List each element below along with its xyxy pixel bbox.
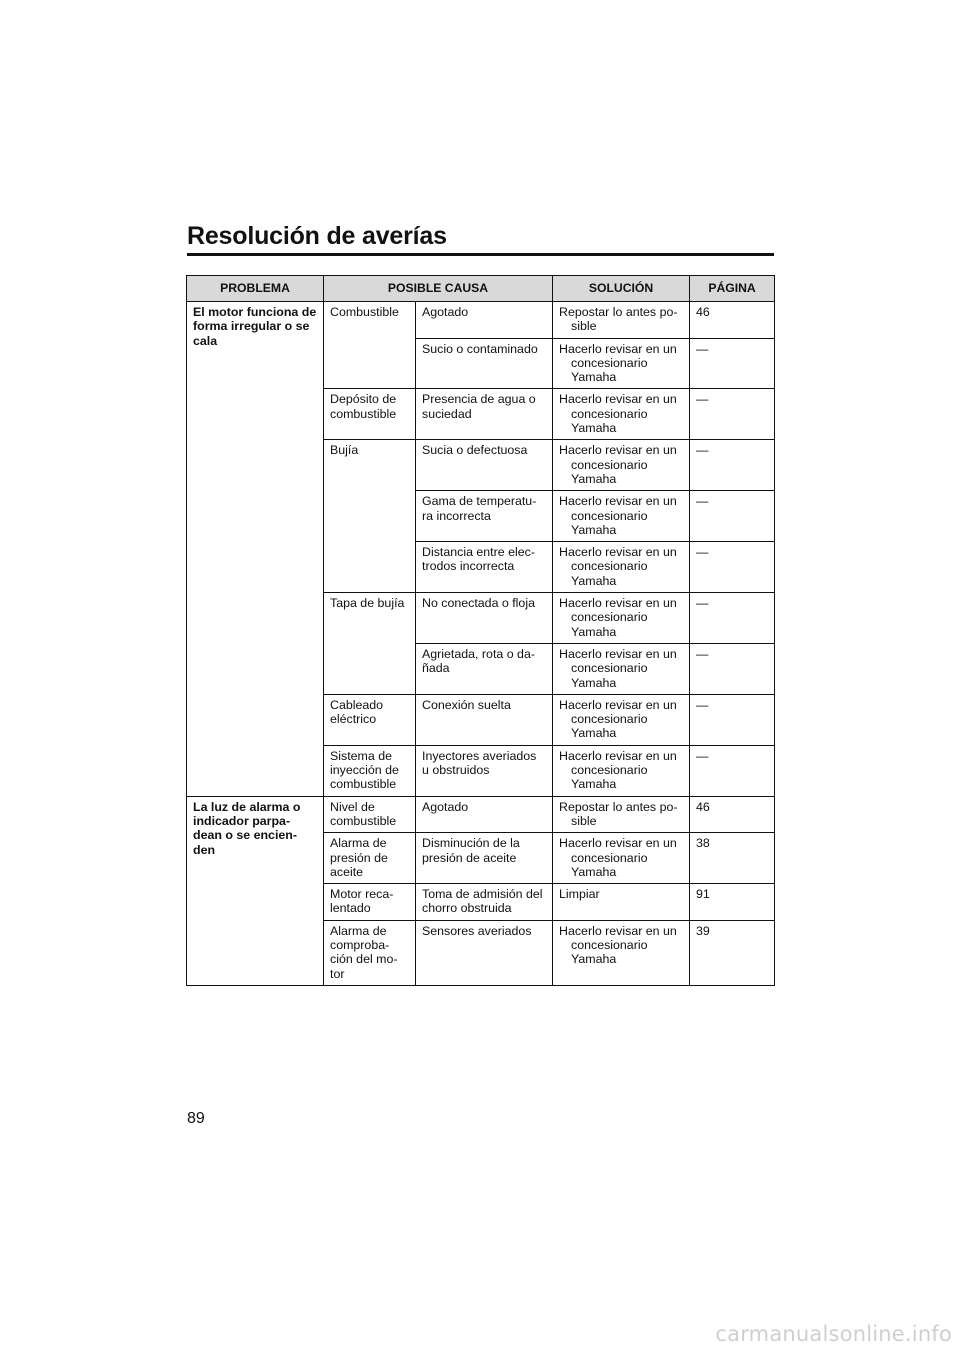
component-cell: Cableado eléctrico: [324, 694, 416, 745]
cause-cell: Sucia o defectuosa: [416, 440, 553, 491]
solution-cell: [553, 491, 690, 542]
cause-cell: No conectada o floja: [416, 593, 553, 644]
solution-cell: [553, 884, 690, 921]
page-ref-cell: —: [690, 338, 775, 389]
solution-cell: [553, 440, 690, 491]
solution-text: Hacerlo revisar en un concesionario Yamaha: [559, 494, 677, 537]
component-cell: Alarma de presión de aceite: [324, 833, 416, 884]
solution-cell: [553, 542, 690, 593]
troubleshooting-table: [186, 275, 775, 986]
watermark: carmanualsonline.info: [715, 1322, 952, 1346]
solution-text: Hacerlo revisar en un concesionario Yamaha: [559, 443, 677, 486]
page-ref-cell: —: [690, 745, 775, 796]
cause-cell: Distancia entre elec-trodos incorrecta: [416, 542, 553, 593]
solution-cell: [553, 833, 690, 884]
component-cell: Tapa de bujía: [324, 593, 416, 695]
solution-text: Hacerlo revisar en un concesionario Yamaha: [559, 392, 677, 436]
component-cell: Nivel de combustible: [324, 796, 416, 833]
solution-text: Hacerlo revisar en un concesionario Yamaha: [559, 341, 677, 385]
cause-cell: Agotado: [416, 796, 553, 833]
page-ref-cell: 46: [690, 796, 775, 833]
page-ref-cell: 39: [690, 920, 775, 985]
page-number: 89: [187, 1110, 205, 1127]
problem-cell: El motor funciona de forma irregular o se cala: [187, 302, 324, 797]
page-title: Resolución de averías: [187, 222, 447, 250]
solution-cell: [553, 920, 690, 985]
cause-cell: Presencia de agua o suciedad: [416, 389, 553, 440]
solution-text: Repostar lo antes po-sible: [559, 305, 678, 334]
table-body: [187, 302, 775, 986]
page-ref-cell: 91: [690, 884, 775, 921]
solution-cell: [553, 643, 690, 694]
cause-cell: Disminución de la presión de aceite: [416, 833, 553, 884]
page-ref-cell: —: [690, 593, 775, 644]
cause-cell: Sensores averiados: [416, 920, 553, 985]
cause-cell: Gama de temperatu-ra incorrecta: [416, 491, 553, 542]
solution-text: Hacerlo revisar en un concesionario Yamaha: [559, 596, 677, 639]
solution-cell: [553, 796, 690, 833]
component-cell: Bujía: [324, 440, 416, 593]
component-cell: Depósito de combustible: [324, 389, 416, 440]
page-ref-cell: —: [690, 389, 775, 440]
component-cell: Alarma de comproba-ción del mo-tor: [324, 920, 416, 985]
solution-cell: [553, 593, 690, 644]
page-ref-cell: —: [690, 491, 775, 542]
component-cell: Combustible: [324, 302, 416, 389]
solution-text: Hacerlo revisar en un concesionario Yamaha: [559, 646, 677, 690]
table-header-row: [187, 276, 775, 302]
table-row: [187, 302, 775, 339]
solution-text: Repostar lo antes po-sible: [559, 799, 678, 828]
solution-text: Hacerlo revisar en un concesionario Yamaha: [559, 923, 677, 967]
component-cell: Sistema de inyección de combustible: [324, 745, 416, 796]
solution-text: Hacerlo revisar en un concesionario Yamaha: [559, 748, 677, 792]
solution-cell: [553, 389, 690, 440]
page-ref-cell: 38: [690, 833, 775, 884]
cause-cell: Inyectores averiados u obstruidos: [416, 745, 553, 796]
page-ref-cell: —: [690, 694, 775, 745]
solution-text: Hacerlo revisar en un concesionario Yamaha: [559, 697, 677, 741]
page-ref-cell: —: [690, 440, 775, 491]
solution-cell: [553, 745, 690, 796]
solution-cell: [553, 302, 690, 339]
header-problema: PROBLEMA: [187, 276, 324, 302]
problem-cell: La luz de alarma o indicador parpa-dean o se encien-den: [187, 796, 324, 985]
solution-cell: [553, 338, 690, 389]
title-rule: [187, 253, 774, 256]
header-posible-causa: POSIBLE CAUSA: [324, 276, 553, 302]
cause-cell: Agotado: [416, 302, 553, 339]
page-ref-cell: —: [690, 643, 775, 694]
solution-text: Limpiar: [559, 887, 600, 902]
header-solucion: SOLUCIÓN: [553, 276, 690, 302]
component-cell: Motor reca-lentado: [324, 884, 416, 921]
cause-cell: Toma de admisión del chorro obstruida: [416, 884, 553, 921]
solution-cell: [553, 694, 690, 745]
table-row: [187, 796, 775, 833]
page-ref-cell: 46: [690, 302, 775, 339]
cause-cell: Sucio o contaminado: [416, 338, 553, 389]
page-ref-cell: —: [690, 542, 775, 593]
header-pagina: PÁGINA: [690, 276, 775, 302]
solution-text: Hacerlo revisar en un concesionario Yamaha: [559, 545, 677, 588]
cause-cell: Conexión suelta: [416, 694, 553, 745]
cause-cell: Agrietada, rota o da-ñada: [416, 643, 553, 694]
solution-text: Hacerlo revisar en un concesionario Yamaha: [559, 836, 677, 879]
